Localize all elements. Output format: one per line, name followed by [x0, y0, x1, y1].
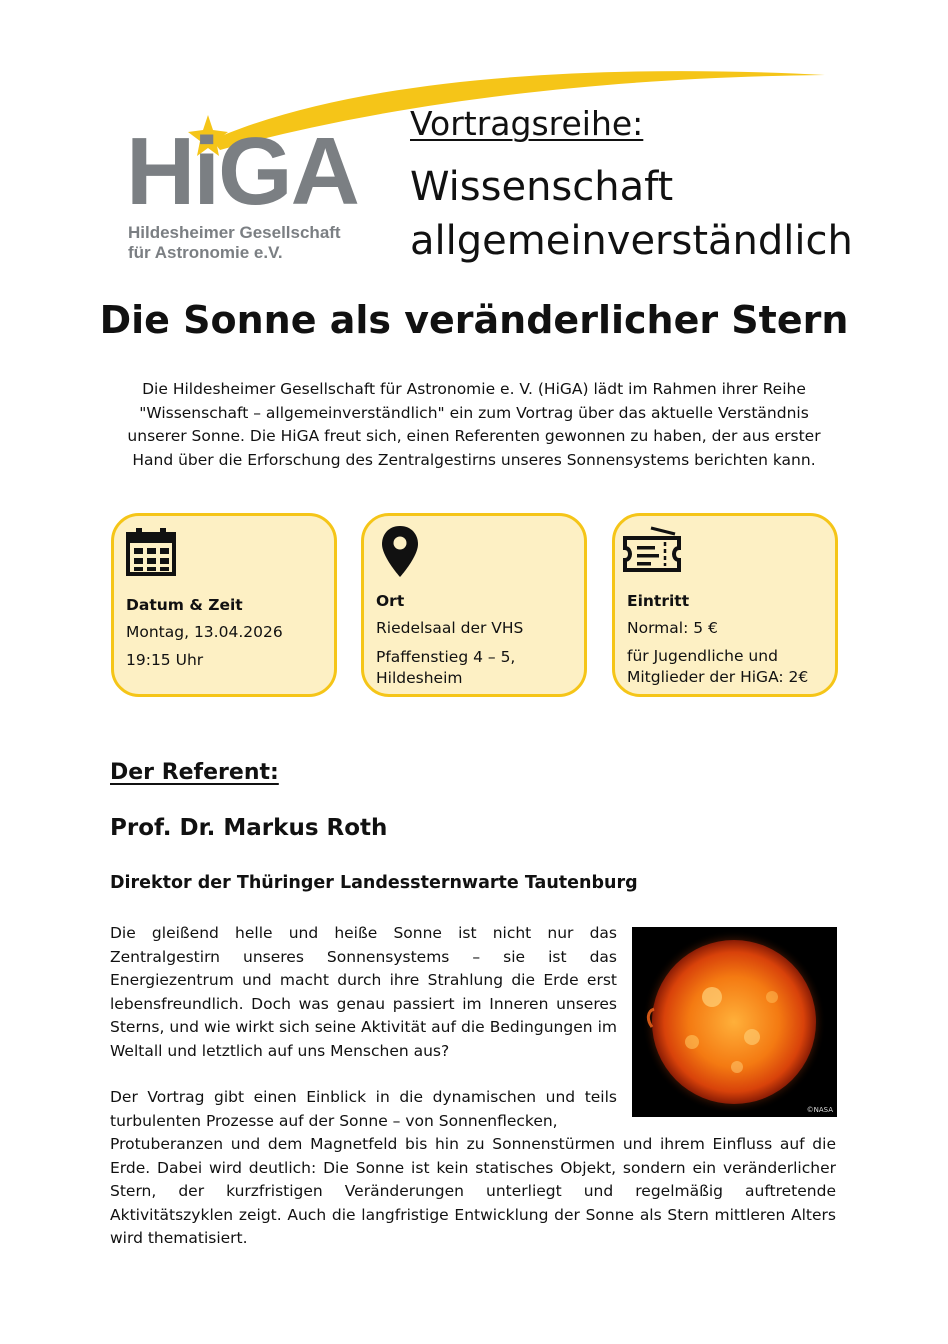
- body-paragraph-1: Die gleißend helle und heiße Sonne ist nicht nur das Zentralgestirn unseres Sonnensystems – sie ist das Energiezentrum und macht durch ihre Strahlung die Erde erst lebensfreundlich. Doch was genau passiert im Inneren unseres Sterns, und wie wirkt sich seine Aktivität auf die Bedingungen im Weltall und letztlich auf uns Menschen aus?: [110, 924, 617, 1060]
- card-title-date: Datum & Zeit: [126, 596, 243, 614]
- logo-subtitle-line2: für Astronomie e.V.: [128, 243, 283, 262]
- body-paragraph-2-wrap: Der Vortrag gibt einen Einblick in die dynamischen und teils turbulenten Prozesse auf der Sonne – von Sonnenflecken,: [110, 1088, 617, 1130]
- calendar-icon: [126, 526, 178, 578]
- sun-graphic: [632, 927, 837, 1117]
- image-credit: ©NASA: [806, 1106, 833, 1114]
- logo-wordmark: HiGA: [126, 118, 358, 225]
- card-time-value: 19:15 Uhr: [126, 651, 204, 669]
- info-card-admission: [612, 513, 838, 697]
- intro-paragraph: Die Hildesheimer Gesellschaft für Astronomie e. V. (HiGA) lädt im Rahmen ihrer Reihe "Wissenschaft – allgemeinverständlich" ein zum Vortrag über das aktuelle Verständnis unserer Sonne. Die HiGA freut sich, einen Referenten gewonnen zu haben, der aus erster Hand über die Erforschung des Zentralgestirns unseres Sonnensystems berichten kann.: [127, 380, 821, 469]
- body-paragraph-2-full: Protuberanzen und dem Magnetfeld bis hin zu Sonnenstürmen und ihrem Einfluss auf die Erde. Dabei wird deutlich: Die Sonne ist kein statisches Objekt, sondern ein veränderlicher Stern, der kurzfristigen Veränderungen unterliegt und regelmäßig auftretende Aktivitätszyklen zeigt. Auch die langfristige Entwicklung der Sonne als Stern mittleren Alters wird thematisiert.: [110, 1135, 836, 1247]
- ticket-icon: [621, 526, 683, 576]
- series-label: Vortragsreihe:: [410, 104, 644, 143]
- logo-subtitle-line1: Hildesheimer Gesellschaft: [128, 223, 341, 242]
- series-title-line2: allgemeinverständlich: [410, 218, 853, 264]
- info-card-date: [111, 513, 337, 697]
- speaker-name: Prof. Dr. Markus Roth: [110, 815, 388, 841]
- card-admission-reduced: für Jugendliche und Mitglieder der HiGA: 2€: [627, 647, 809, 686]
- card-location-venue: Riedelsaal der VHS: [376, 619, 524, 637]
- card-admission-normal: Normal: 5 €: [627, 619, 718, 637]
- series-title-line1: Wissenschaft: [410, 164, 674, 210]
- card-date-value: Montag, 13.04.2026: [126, 623, 283, 641]
- speaker-role: Direktor der Thüringer Landessternwarte Tautenburg: [110, 873, 638, 893]
- location-pin-icon: [378, 524, 422, 580]
- referent-heading: Der Referent:: [110, 760, 279, 785]
- sun-image: [632, 927, 837, 1117]
- info-card-location: [361, 513, 587, 697]
- series-title: [410, 160, 853, 268]
- card-title-admission: Eintritt: [627, 592, 690, 610]
- card-title-location: Ort: [376, 592, 405, 610]
- card-location-address: Pfaffenstieg 4 – 5, Hildesheim: [376, 648, 516, 687]
- page-title: Die Sonne als veränderlicher Stern: [99, 298, 849, 342]
